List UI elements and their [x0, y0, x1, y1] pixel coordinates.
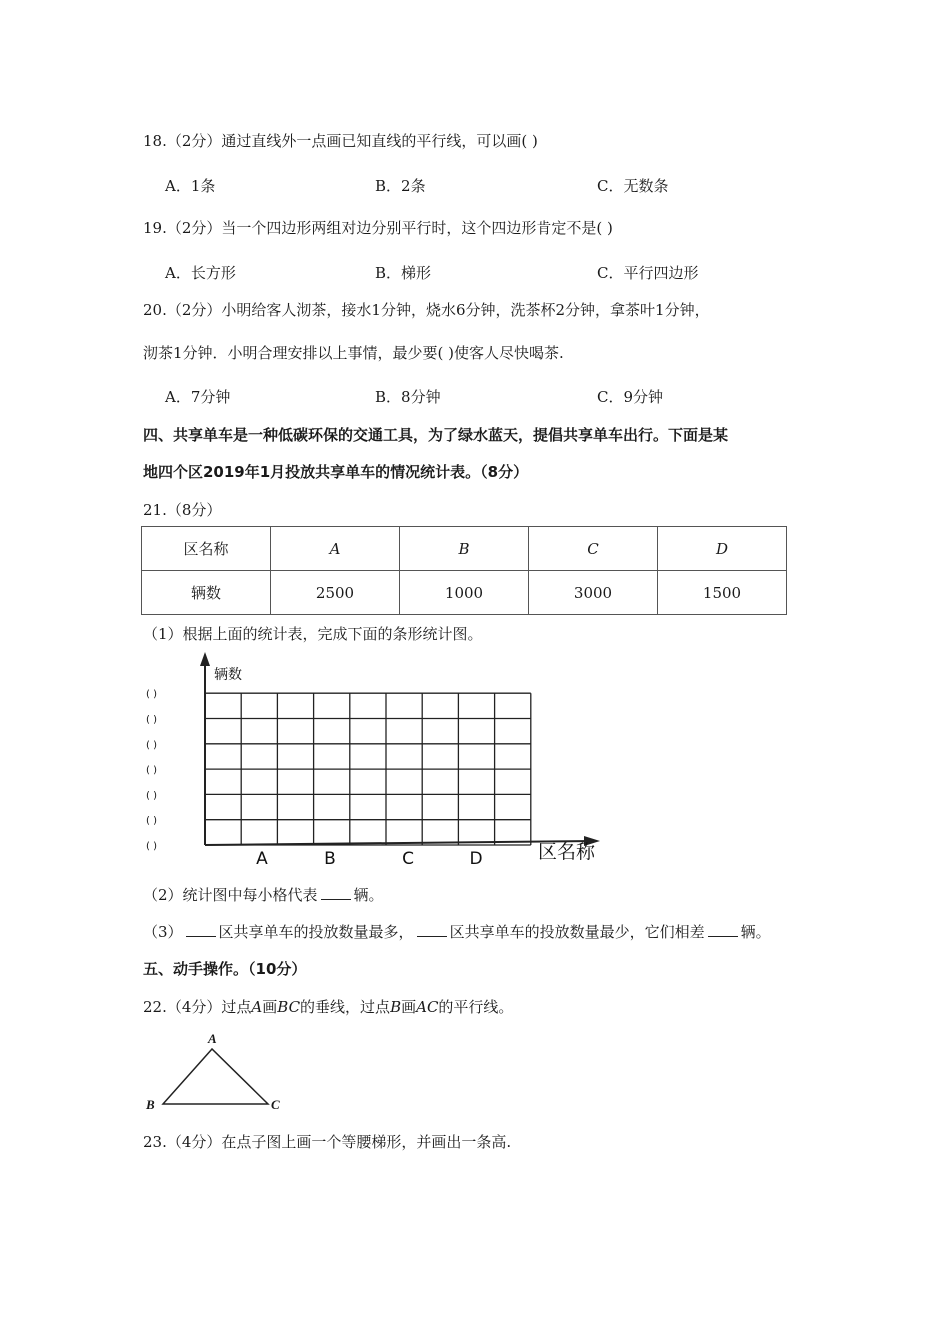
chart-x-ticks [256, 849, 482, 869]
q22-segment-ac: AC [416, 998, 439, 1016]
table-district-a: A [271, 527, 400, 571]
q21-part3-c: 区共享单车的投放数量最少，它们相差 [449, 923, 705, 941]
q22-text-e: 的垂线，过点 [300, 998, 391, 1016]
q18-option-b: B．2条 [375, 177, 426, 195]
table-district-d: D [658, 527, 787, 571]
chart-x-tick-label: B [324, 849, 336, 869]
chart-y-tick-label: ( ) [146, 689, 157, 701]
table-district-c: C [529, 527, 658, 571]
q19-option-b: B．梯形 [375, 264, 432, 282]
q21-part2-suffix: 辆。 [353, 886, 384, 904]
answer-blank[interactable] [186, 922, 216, 937]
chart-y-tick-label: ( ) [146, 815, 157, 827]
chart-y-tick-label: ( ) [146, 841, 157, 852]
table-value-a: 2500 [271, 571, 400, 615]
q20-option-a: A．7分钟 [165, 388, 231, 406]
chart-y-tick-label: ( ) [146, 739, 157, 751]
chart-x-tick-label: C [402, 849, 414, 869]
vertex-c-label: C [271, 1097, 280, 1112]
chart-y-tick-label: ( ) [146, 714, 157, 726]
section4-heading-line1: 四、共享单车是一种低碳环保的交通工具，为了绿水蓝天，提倡共享单车出行。下面是某 [143, 426, 729, 444]
q22-text-i: 的平行线。 [438, 998, 514, 1016]
q21-label: 21.（8分） [143, 501, 222, 519]
chart-x-tick-label: D [469, 849, 483, 869]
chart-x-axis-label: 区名称 [538, 841, 596, 863]
q18-option-c: C．无数条 [597, 177, 669, 195]
q22-text-a: 22.（4分）过点 [143, 998, 252, 1016]
table-header-label: 区名称 [142, 527, 271, 571]
table-value-c: 3000 [529, 571, 658, 615]
section4-heading-line2: 地四个区2019年1月投放共享单车的情况统计表。（8分） [143, 463, 529, 481]
chart-grid [200, 652, 600, 846]
q21-part3-b: 区共享单车的投放数量最多， [218, 923, 414, 941]
q22-point-a: A [251, 998, 263, 1016]
q22-segment-bc: BC [277, 998, 301, 1016]
q19-text: 19.（2分）当一个四边形两组对边分别平行时，这个四边形肯定不是( ) [143, 219, 613, 237]
vertex-b-label: B [146, 1097, 155, 1112]
q19-option-c: C．平行四边形 [597, 264, 699, 282]
q21-part3-d: 辆。 [740, 923, 771, 941]
q19-option-a: A．长方形 [165, 264, 236, 282]
chart-y-tick-label: ( ) [146, 765, 157, 777]
vertex-a-label: A [208, 1031, 217, 1046]
q21-part3 [143, 921, 771, 942]
section5-heading: 五、动手操作。（10分） [143, 960, 307, 978]
q21-part2-prefix: （2）统计图中每小格代表 [143, 886, 318, 904]
table-value-b: 1000 [400, 571, 529, 615]
q22-text-c: 画 [262, 998, 278, 1016]
table-district-b: B [400, 527, 529, 571]
q20-option-c: C．9分钟 [597, 388, 664, 406]
triangle-abc [163, 1049, 268, 1104]
chart-y-axis-arrow [200, 652, 210, 666]
q21-part1: （1）根据上面的统计表，完成下面的条形统计图。 [143, 625, 483, 643]
table-value-d: 1500 [658, 571, 787, 615]
chart-y-tick-label: ( ) [146, 790, 157, 802]
q18-text: 18.（2分）通过直线外一点画已知直线的平行线，可以画( ) [143, 132, 538, 150]
answer-blank[interactable] [321, 885, 351, 900]
q22-point-b: B [390, 998, 402, 1016]
answer-blank[interactable] [417, 922, 447, 937]
chart-x-tick-label: A [256, 849, 268, 869]
q22-text-g: 画 [401, 998, 417, 1016]
q21-part3-a: （3） [143, 923, 183, 941]
chart-y-axis-label: 辆数 [214, 667, 242, 683]
q20-line2: 沏茶1分钟．小明合理安排以上事情，最少要( )使客人尽快喝茶. [143, 344, 564, 362]
q20-line1: 20.（2分）小明给客人沏茶，接水1分钟，烧水6分钟，洗茶杯2分钟，拿茶叶1分钟， [143, 301, 710, 319]
q20-option-b: B．8分钟 [375, 388, 441, 406]
answer-blank[interactable] [708, 922, 738, 937]
chart-y-ticks [146, 689, 157, 852]
q18-option-a: A．1条 [165, 177, 216, 195]
q22-text [143, 996, 513, 1017]
table-row-label: 辆数 [142, 571, 271, 615]
q23-text: 23.（4分）在点子图上画一个等腰梯形，并画出一条高. [143, 1133, 512, 1151]
q21-part2 [143, 884, 384, 905]
